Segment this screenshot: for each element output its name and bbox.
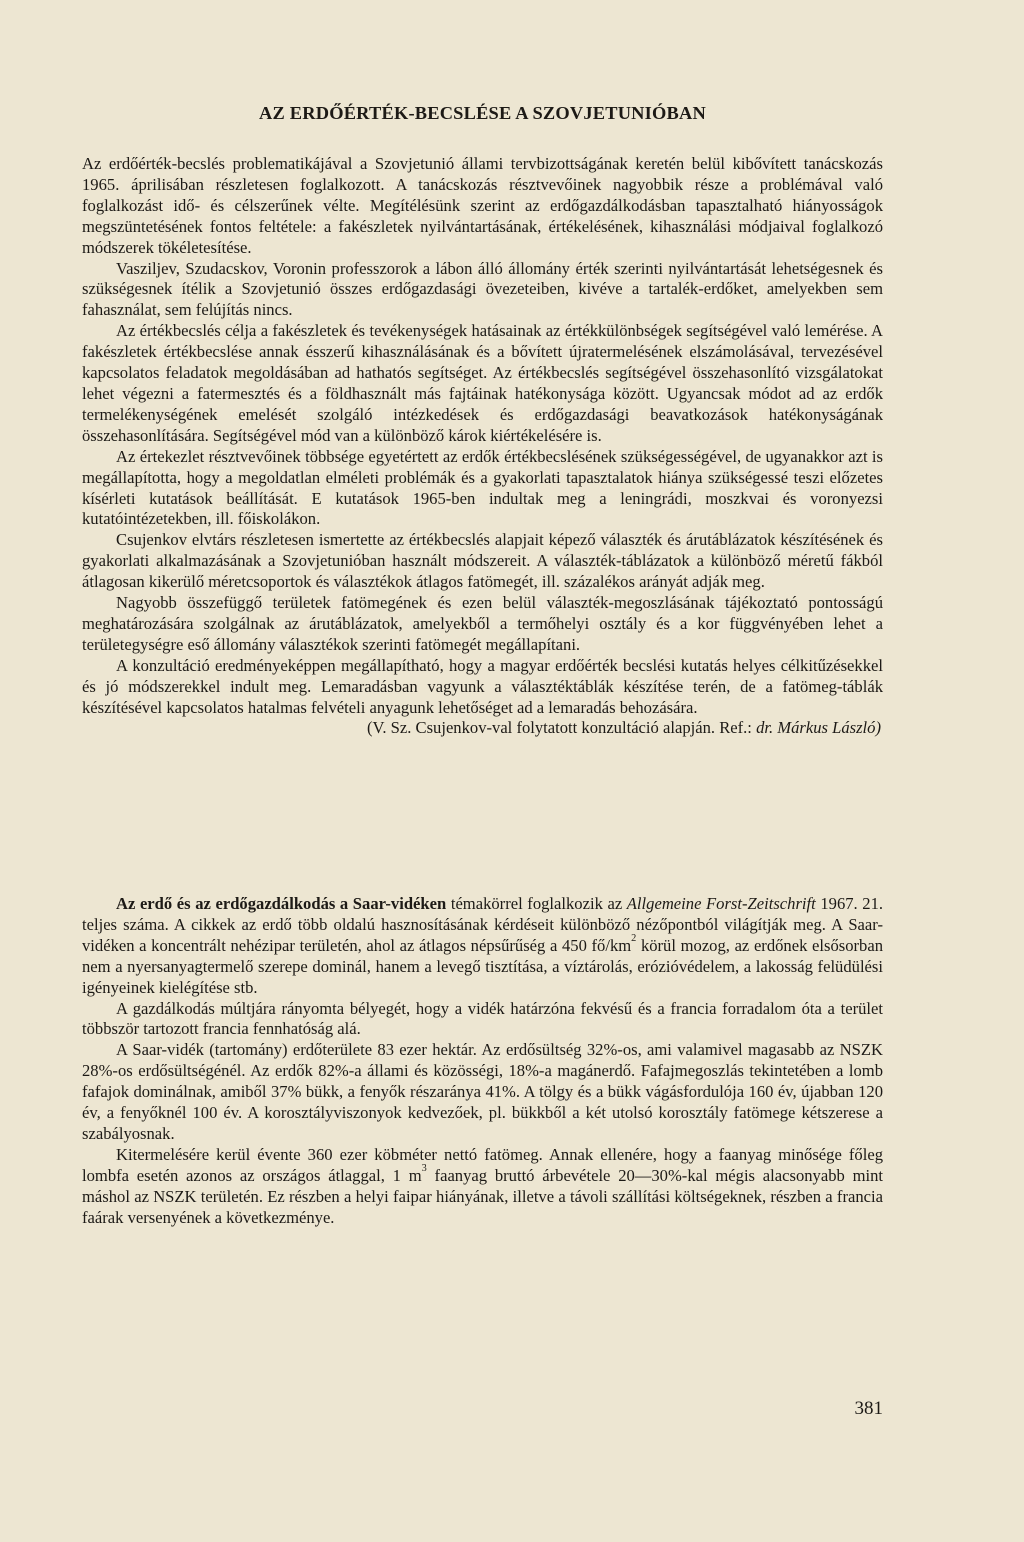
article2-paragraph-4 bbox=[82, 1145, 883, 1229]
article2-paragraph-1 bbox=[82, 894, 883, 999]
article1-paragraph-7: A konzultáció eredményeképpen megállapítható, hogy a magyar erdőérték becslési kutatás helyes célkitűzésekkel és jó módszerekkel indult meg. Lemaradásban vagyunk a választéktáblák készítése terén, de a fatömeg-táblák készítésével kapcsolatos hatalmas felvételi anyagunk lehetőséget ad a lemaradás behozására. bbox=[82, 655, 883, 717]
article2-lede-text-1: témakörrel foglalkozik az bbox=[446, 894, 627, 913]
article1-paragraph-2: Vasziljev, Szudacskov, Voronin professzorok a lábon álló állomány érték szerinti nyilvántartását lehetségesnek és szükségesnek ítélik a Szovjetunió összes erdőgazdasági övezeteiben, kivéve a tartalék-erdőket, amelyekben sem fahasználat, sem felújítás nincs. bbox=[82, 258, 883, 320]
page-number: 381 bbox=[854, 1398, 883, 1419]
article1-paragraph-5: Csujenkov elvtárs részletesen ismertette az értékbecslés alapjait képező választék és árutáblázatok készítésének és gyakorlati alkalmazásának a Szovjetunióban használt módszereit. A választék-táblázatok a különböző méretű fákból átlagosan kikerülő méretcsoportok és választékok átlagos fatömegét, ill. százalékos arányát adják meg. bbox=[82, 530, 883, 592]
article1-paragraph-6: Nagyobb összefüggő területek fatömegének és ezen belül választék-megoszlásának tájékoztató pontosságú meghatározására szolgálnak az árutáblázatok, amelyekből a termőhelyi osztály és a kor függvényében lehet a területegységre eső állomány választékok szerinti fatömegét megállapítani. bbox=[82, 593, 883, 654]
article-title: AZ ERDŐÉRTÉK-BECSLÉSE A SZOVJETUNIÓBAN bbox=[259, 103, 706, 123]
article2-topic: Az erdő és az erdőgazdálkodás a Saar-vidéken bbox=[116, 894, 447, 913]
article1-paragraph-3: Az értékbecslés célja a fakészletek és tevékenységek hatásainak az értékkülönbségek segítségével való lemérése. A fakészletek értékbecslése annak ésszerű kihasználásának és a bővített újratermelésének elszámolásával, tervezésével kapcsolatos feladatok megoldásában ad hathatós segítséget. Az értékbecslés segítségével összehasonlító vizsgálatokat lehet végezni a fatermesztés és a földhasznált más fajtáinak hatékonysága között. Ugyancsak módot ad az erdők termelékenységének emelését szolgáló intézkedések és erdőgazdasági beavatkozások hatékonyságának összehasonlítására. Segítségével mód van a különböző károk kiértékelésére is. bbox=[82, 321, 883, 445]
article2-lede-text-3: körül mozog, az erdőnek elsősorban nem a nyersanyagtermelő szerepe dominál, hanem a levegő tisztítása, a víztárolás, erózióvédelem, a lakosság felüdülési igényeinek kielégítése stb. bbox=[82, 935, 883, 997]
article2-lede-text-2: 1967. 21. teljes száma. A cikkek az erdő több oldalú hasznosításának kérdéseit különböző nézőpontból világítják meg. A Saar-vidéken a koncentrált nehézipar területén, ahol az átlagos népsűrűség a 450 fő/km bbox=[82, 894, 884, 955]
article2-paragraph-2: A gazdálkodás múltjára rányomta bélyegét, hogy a vidék határzóna fekvésű és a francia forradalom óta a terület többször tartozott francia fennhatóság alá. bbox=[82, 998, 883, 1039]
article1-paragraph-1: Az erdőérték-becslés problematikájával a Szovjetunió állami tervbizottságának keretén belül kibővített tanácskozás 1965. áprilisában részletesen foglalkozott. A tanácskozás résztvevőinek nagyobbik része a problémával való foglalkozást idő- és célszerűnek vélte. Megítélésünk szerint az erdőgazdálkodásban tapasztalható hiányosságok megszüntetésének fontos feltétele: a fakészletek nyilvántartásának, értékelésének, kihasználási módjaival foglalkozó módszerek tökéletesítése. bbox=[82, 154, 883, 257]
article1-body bbox=[82, 154, 883, 739]
article2-lede-superscript: 2 bbox=[631, 933, 637, 945]
article2-paragraph-4-text-1: Kitermelésére kerül évente 360 ezer köbméter nettó fatömeg. Annak ellenére, hogy a faanyag minősége főleg lombfa esetén azonos az országos átlaggal, 1 m bbox=[82, 1144, 883, 1185]
article1-signature bbox=[82, 718, 883, 739]
article2-paragraph-4-text-2: faanyag bruttó árbevétele 20—30%-kal mégis alacsonyabb mint máshol az NSZK területén. Ez részben a helyi faipar hiányának, illetve a távoli szállítási költségeknek, részben a francia faárak versenyének a következménye. bbox=[82, 1165, 883, 1227]
signature-source: (V. Sz. Csujenkov-val folytatott konzultáció alapján. Ref.: bbox=[366, 718, 757, 738]
article1-paragraph-4: Az értekezlet résztvevőinek többsége egyetértett az erdők értékbecslésének szükségességével, de ugyanakkor azt is megállapította, hogy a megoldatlan elméleti problémák és a gyakorlati tapasztalatok hiánya szükségessé teszi előzetes kísérleti kutatások beállítását. E kutatások 1965-ben indultak meg a leningrádi, moszkvai és voronyezsi kutatóintézetekben, ill. főiskolákon. bbox=[82, 446, 883, 529]
article2-body bbox=[82, 894, 883, 1229]
article2-paragraph-4-superscript: 3 bbox=[421, 1163, 427, 1175]
article2-journal-name: Allgemeine Forst-Zeitschrift bbox=[626, 894, 816, 913]
article2-paragraph-3: A Saar-vidék (tartomány) erdőterülete 83 ezer hektár. Az erdősültség 32%-os, ami valamivel magasabb az NSZK 28%-os erdősültségénél. Az erdők 82%-a állami és közösségi, 18%-a magánerdő. Fafajmegoszlás tekintetében a lomb fafajok dominálnak, amiből 37% bükk, a fenyők részaránya 41%. A tölgy és a bükk vágásfordulója 160 év, újabban 120 év, a fenyőknél 100 év. A korosztályviszonyok kedvezőek, pl. bükkből a két utolsó korosztály fatömege kétszerese a szabályosnak. bbox=[82, 1040, 883, 1143]
signature-author: dr. Márkus László) bbox=[756, 718, 881, 738]
